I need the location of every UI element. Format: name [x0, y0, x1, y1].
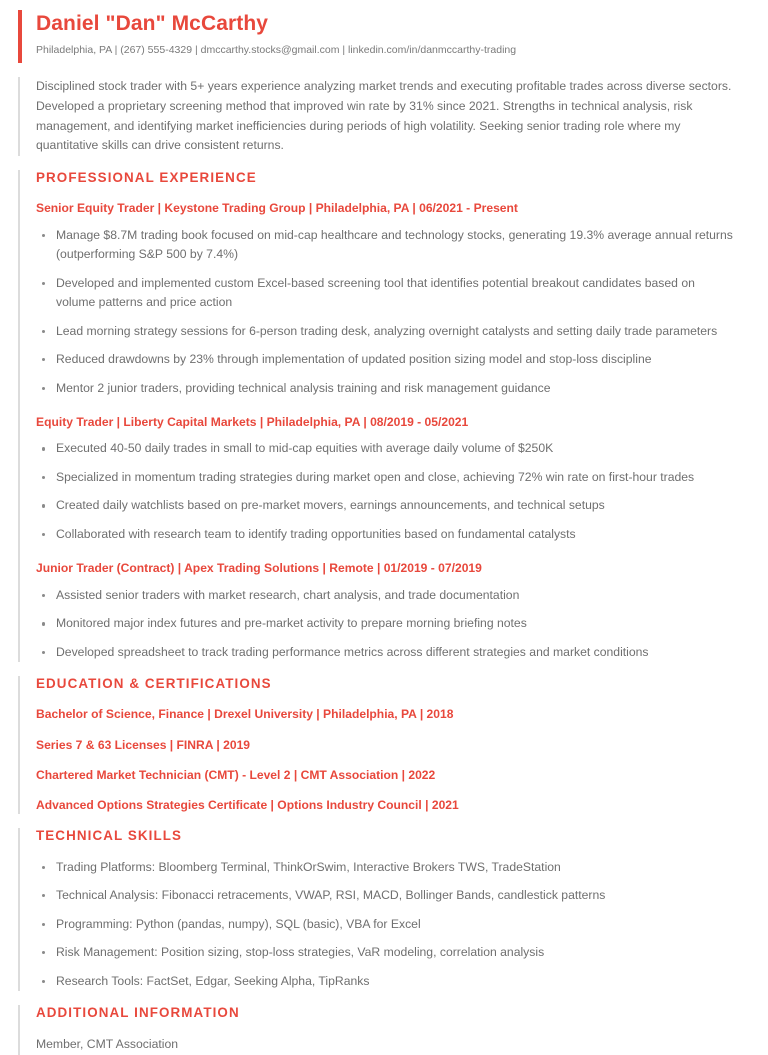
job-heading: Junior Trader (Contract) | Apex Trading Solutions | Remote | 01/2019 - 07/2019 [36, 561, 482, 576]
job-bullets [36, 586, 750, 663]
list-item: Programming: Python (pandas, numpy), SQL (basic), VBA for Excel [36, 915, 750, 935]
job-heading: Equity Trader | Liberty Capital Markets | Philadelphia, PA | 08/2019 - 05/2021 [36, 415, 469, 430]
job-bullets [36, 226, 750, 399]
list-item: Research Tools: FactSet, Edgar, Seeking Alpha, TipRanks [36, 972, 750, 992]
list-item: Monitored major index futures and pre-market activity to prepare morning briefing notes [36, 614, 750, 634]
list-item: Manage $8.7M trading book focused on mid-cap healthcare and technology stocks, generating 19.3% average annual returns (outperforming S&P 500 by 7.4%) [36, 226, 750, 265]
list-item: Risk Management: Position sizing, stop-loss strategies, VaR modeling, correlation analysis [36, 943, 750, 963]
section-title-additional: ADDITIONAL INFORMATION [36, 1005, 240, 1021]
section-additional-information [18, 1005, 750, 1055]
candidate-name: Daniel "Dan" McCarthy [36, 12, 269, 35]
additional-lines [36, 1035, 750, 1055]
list-item: Reduced drawdowns by 23% through implementation of updated position sizing model and stop-loss discipline [36, 350, 750, 370]
section-professional-experience [18, 170, 750, 662]
list-item: Executed 40-50 daily trades in small to mid-cap equities with average daily volume of $250K [36, 439, 750, 459]
list-item: Specialized in momentum trading strategies during market open and close, achieving 72% win rate on first-hour trades [36, 468, 750, 488]
summary-text: Disciplined stock trader with 5+ years experience analyzing market trends and executing profitable trades across diverse sectors. Developed a proprietary screening method that improved win rate by 31% since 2021. Strengths in technical analysis, risk management, and identifying market inefficiencies during periods of high volatility. Seeking senior trading role where my quantitative skills can drive consistent returns. [36, 79, 732, 153]
additional-line: Member, CMT Association [36, 1037, 179, 1052]
list-item: Created daily watchlists based on pre-market movers, earnings announcements, and technical setups [36, 496, 750, 516]
list-item: Developed and implemented custom Excel-based screening tool that identifies potential breakout candidates based on volume patterns and price action [36, 274, 750, 313]
list-item: Collaborated with research team to identify trading opportunities based on fundamental catalysts [36, 525, 750, 545]
list-item: Mentor 2 junior traders, providing technical analysis training and risk management guidance [36, 379, 750, 399]
education-entry: Bachelor of Science, Finance | Drexel University | Philadelphia, PA | 2018 [36, 707, 454, 722]
section-title-skills: TECHNICAL SKILLS [36, 827, 183, 843]
list-item: Technical Analysis: Fibonacci retracements, VWAP, RSI, MACD, Bollinger Bands, candlestick patterns [36, 886, 750, 906]
resume-header [18, 10, 750, 63]
job-heading: Senior Equity Trader | Keystone Trading Group | Philadelphia, PA | 06/2021 - Present [36, 201, 518, 216]
section-education-certifications [18, 676, 750, 813]
list-item: Lead morning strategy sessions for 6-person trading desk, analyzing overnight catalysts and setting daily trade parameters [36, 322, 750, 342]
skills-bullets [36, 858, 750, 992]
list-item: Trading Platforms: Bloomberg Terminal, ThinkOrSwim, Interactive Brokers TWS, TradeStation [36, 858, 750, 878]
education-entry: Chartered Market Technician (CMT) - Level 2 | CMT Association | 2022 [36, 768, 436, 783]
list-item: Assisted senior traders with market research, chart analysis, and trade documentation [36, 586, 750, 606]
section-title-education: EDUCATION & CERTIFICATIONS [36, 676, 272, 692]
job-bullets [36, 439, 750, 544]
section-technical-skills [18, 828, 750, 992]
section-title-experience: PROFESSIONAL EXPERIENCE [36, 170, 257, 186]
summary-block [18, 77, 750, 156]
contact-line: Philadelphia, PA | (267) 555-4329 | dmccarthy.stocks@gmail.com | linkedin.com/in/danmccarthy-trading [36, 44, 517, 57]
education-entry: Advanced Options Strategies Certificate | Options Industry Council | 2021 [36, 798, 459, 813]
list-item: Developed spreadsheet to track trading performance metrics across different strategies and market conditions [36, 643, 750, 663]
education-entry: Series 7 & 63 Licenses | FINRA | 2019 [36, 737, 251, 752]
